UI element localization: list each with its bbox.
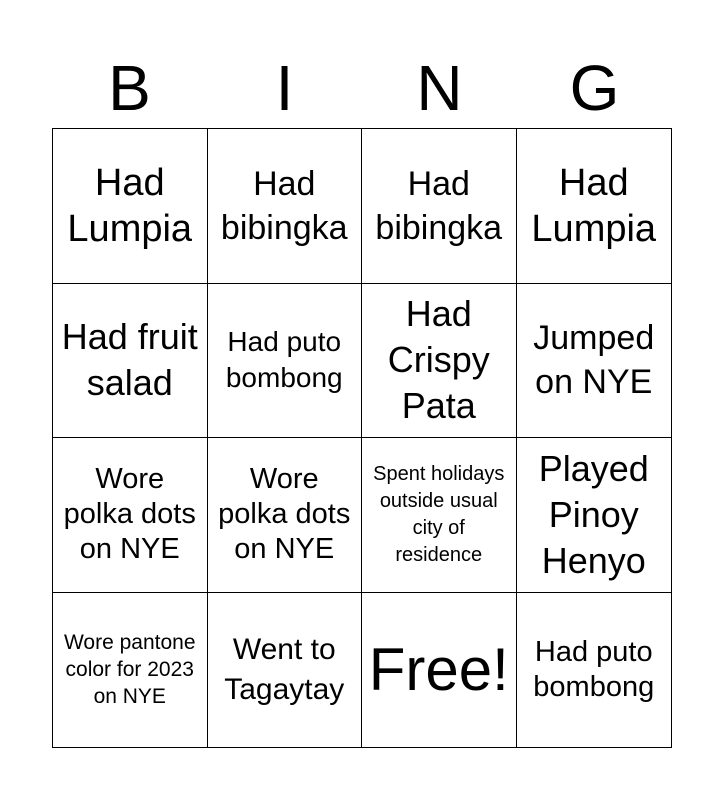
header-letter-b: B [108,52,151,124]
cell-text: Had Lumpia [67,161,193,250]
cell-text: Had bibingka [375,164,503,247]
header-letter-n: N [416,52,463,124]
bingo-cell[interactable] [517,438,672,593]
cell-text: Had puto bombong [533,635,655,703]
cell-text: Wore polka dots on NYE [63,463,196,566]
bingo-cell[interactable] [208,438,363,593]
bingo-grid [52,128,672,748]
header-letter-g: G [569,52,620,124]
bingo-cell[interactable] [362,129,517,284]
bingo-cell[interactable] [208,129,363,284]
bingo-cell[interactable] [53,438,208,593]
free-space-cell[interactable] [362,593,517,748]
cell-text: Jumped on NYE [533,319,655,402]
bingo-cell[interactable] [517,593,672,748]
bingo-header [52,52,672,124]
bingo-cell[interactable] [208,284,363,439]
bingo-cell[interactable] [53,129,208,284]
cell-text: Had puto bombong [225,326,343,394]
bingo-cell[interactable] [53,593,208,748]
cell-text: Had Lumpia [531,161,657,250]
cell-text: Had fruit salad [61,316,198,404]
bingo-cell[interactable] [362,284,517,439]
header-letter-i: I [275,52,294,124]
cell-text: Had bibingka [220,164,348,247]
cell-text: Wore pantone color for 2023 on NYE [63,631,196,709]
bingo-cell[interactable] [208,593,363,748]
cell-text: Played Pinoy Henyo [538,447,649,581]
bingo-cell[interactable] [362,438,517,593]
bingo-cell[interactable] [517,129,672,284]
cell-text: Spent holidays outside usual city of residence [373,462,505,566]
cell-text: Had Crispy Pata [387,293,490,427]
free-space-text: Free! [368,635,509,703]
bingo-cell[interactable] [517,284,672,439]
cell-text: Wore polka dots on NYE [218,463,351,566]
bingo-cell[interactable] [53,284,208,439]
cell-text: Went to Tagaytay [224,632,345,706]
